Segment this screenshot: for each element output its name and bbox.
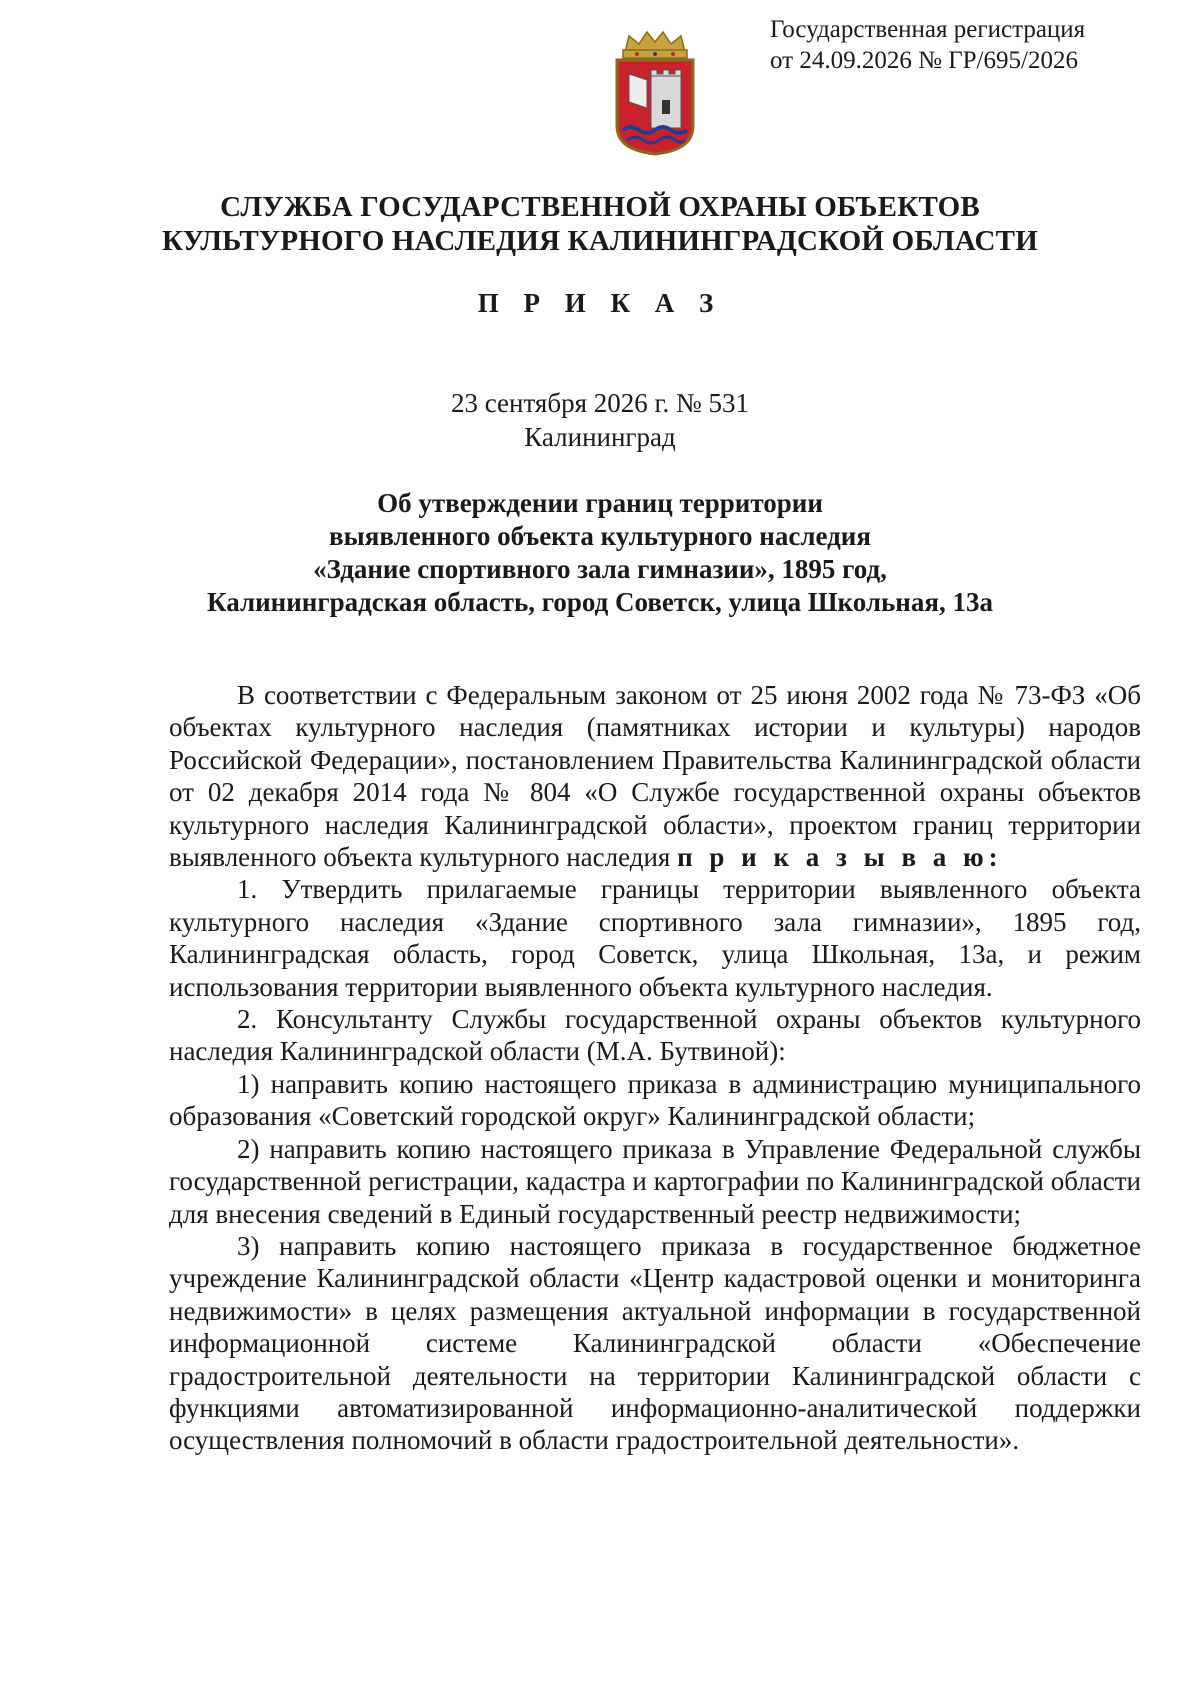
registration-line-2: от 24.09.2026 № ГР/695/2026 [770, 47, 1078, 74]
subject-line-1: Об утверждении границ территории [377, 488, 823, 518]
subject-line-3: «Здание спортивного зала гимназии», 1895 год, [313, 554, 887, 584]
organization-name [0, 190, 1200, 258]
document-subject [0, 487, 1200, 619]
city: Калининград [524, 422, 676, 452]
preamble-text: В соответствии с Федеральным законом от 25 июня 2002 года № 73-ФЗ «Об объектах культурного наследия (памятниках истории и культуры) народов Российской Федерации», постановлением Правительства Калининградской области от 02 декабря 2014 года № 804 «О Службе государственной охраны объектов культурного наследия Калининградской области», проектом границ территории выявленного объекта культурного наследия [169, 680, 1141, 873]
subitem-2: 2) направить копию настоящего приказа в Управление Федеральной службы государственной регистрации, кадастра и картографии по Калининградской области для внесения сведений в Единый государственный реестр недвижимости; [169, 1133, 1141, 1229]
subject-line-2: выявленного объекта культурного наследия [329, 521, 871, 551]
document-type: П Р И К А З [477, 288, 723, 318]
subject-line-4: Калининградская область, город Советск, улица Школьная, 13а [207, 587, 993, 617]
date-and-place [0, 386, 1200, 454]
subitem-3: 3) направить копию настоящего приказа в государственное бюджетное учреждение Калининградской области «Центр кадастровой оценки и мониторинга недвижимости» в целях размещения актуальной информации в государственной информационной системе Калининградской области «Обеспечение градостроительной деятельности на территории Калининградской области с функциями автоматизированной информационно-аналитической поддержки осуществления полномочий в области градостроительной деятельности». [169, 1230, 1141, 1456]
organization-line-1: СЛУЖБА ГОСУДАРСТВЕННОЙ ОХРАНЫ ОБЪЕКТОВ [220, 191, 980, 223]
document-body [169, 679, 1141, 1457]
decree-word: п р и к а з ы в а ю: [677, 842, 1003, 873]
kaliningrad-coat-of-arms-icon [607, 30, 703, 156]
preamble-paragraph [169, 679, 1141, 873]
subitem-1: 1) направить копию настоящего приказа в администрацию муниципального образования «Советский городской округ» Калининградской области; [169, 1068, 1141, 1132]
item-1: 1. Утвердить прилагаемые границы территории выявленного объекта культурного наследия «Здание спортивного зала гимназии», 1895 год, Калининградская область, город Советск, улица Школьная, 13а, и режим использования территории выявленного объекта культурного наследия. [169, 874, 1141, 1002]
date-number: 23 сентября 2026 г. № 531 [450, 388, 750, 418]
organization-line-2: КУЛЬТУРНОГО НАСЛЕДИЯ КАЛИНИНГРАДСКОЙ ОБЛАСТИ [162, 225, 1038, 257]
item-2: 2. Консультанту Службы государственной охраны объектов культурного наследия Калининградской области (М.А. Бутвиной): [169, 1004, 1141, 1067]
registration-stamp [770, 14, 1085, 76]
registration-line-1: Государственная регистрация [770, 16, 1086, 43]
